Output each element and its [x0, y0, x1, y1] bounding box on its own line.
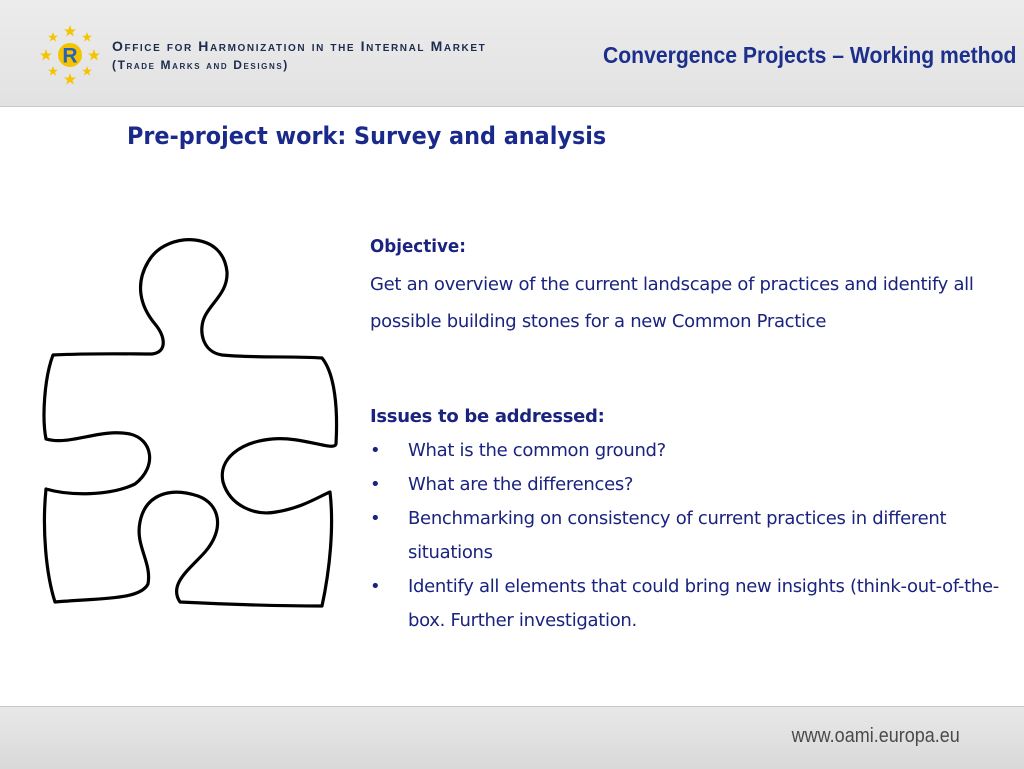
- svg-text:R: R: [62, 44, 78, 68]
- organization-name: [112, 37, 486, 75]
- issues-list: [370, 434, 1010, 638]
- bullet-icon: •: [370, 576, 381, 597]
- issue-text: What is the common ground?: [408, 440, 666, 461]
- slide-title: Pre-project work: Survey and analysis: [127, 122, 607, 150]
- header-bar: [0, 0, 1024, 107]
- organization-name-line1: Office for Harmonization in the Internal Market: [112, 38, 487, 54]
- bullet-icon: •: [370, 440, 381, 461]
- issue-text: What are the differences?: [408, 474, 634, 495]
- content-area: [370, 228, 1010, 638]
- issue-text: Benchmarking on consistency of current practices in different situations: [408, 508, 947, 563]
- list-item: [370, 502, 1008, 570]
- objective-text: Get an overview of the current landscape of practices and identify all possible building stones for a new Common Practice: [370, 274, 974, 332]
- footer-url: www.oami.europa.eu: [791, 725, 960, 747]
- issues-heading: Issues to be addressed:: [370, 406, 605, 427]
- bullet-icon: •: [370, 474, 381, 495]
- oami-logo: [38, 23, 102, 87]
- puzzle-piece-icon: [40, 234, 340, 609]
- objective-heading: Objective:: [370, 236, 466, 257]
- header-title: Convergence Projects – Working method: [602, 42, 1016, 68]
- issue-text: Identify all elements that could bring new insights (think-out-of-the-box. Further investigation.: [408, 576, 999, 631]
- list-item: [370, 434, 1008, 468]
- list-item: [370, 468, 1008, 502]
- organization-name-line2: (Trade Marks and Designs): [112, 58, 289, 72]
- bullet-icon: •: [370, 508, 381, 529]
- list-item: [370, 570, 1008, 638]
- footer-bar: [0, 706, 1024, 769]
